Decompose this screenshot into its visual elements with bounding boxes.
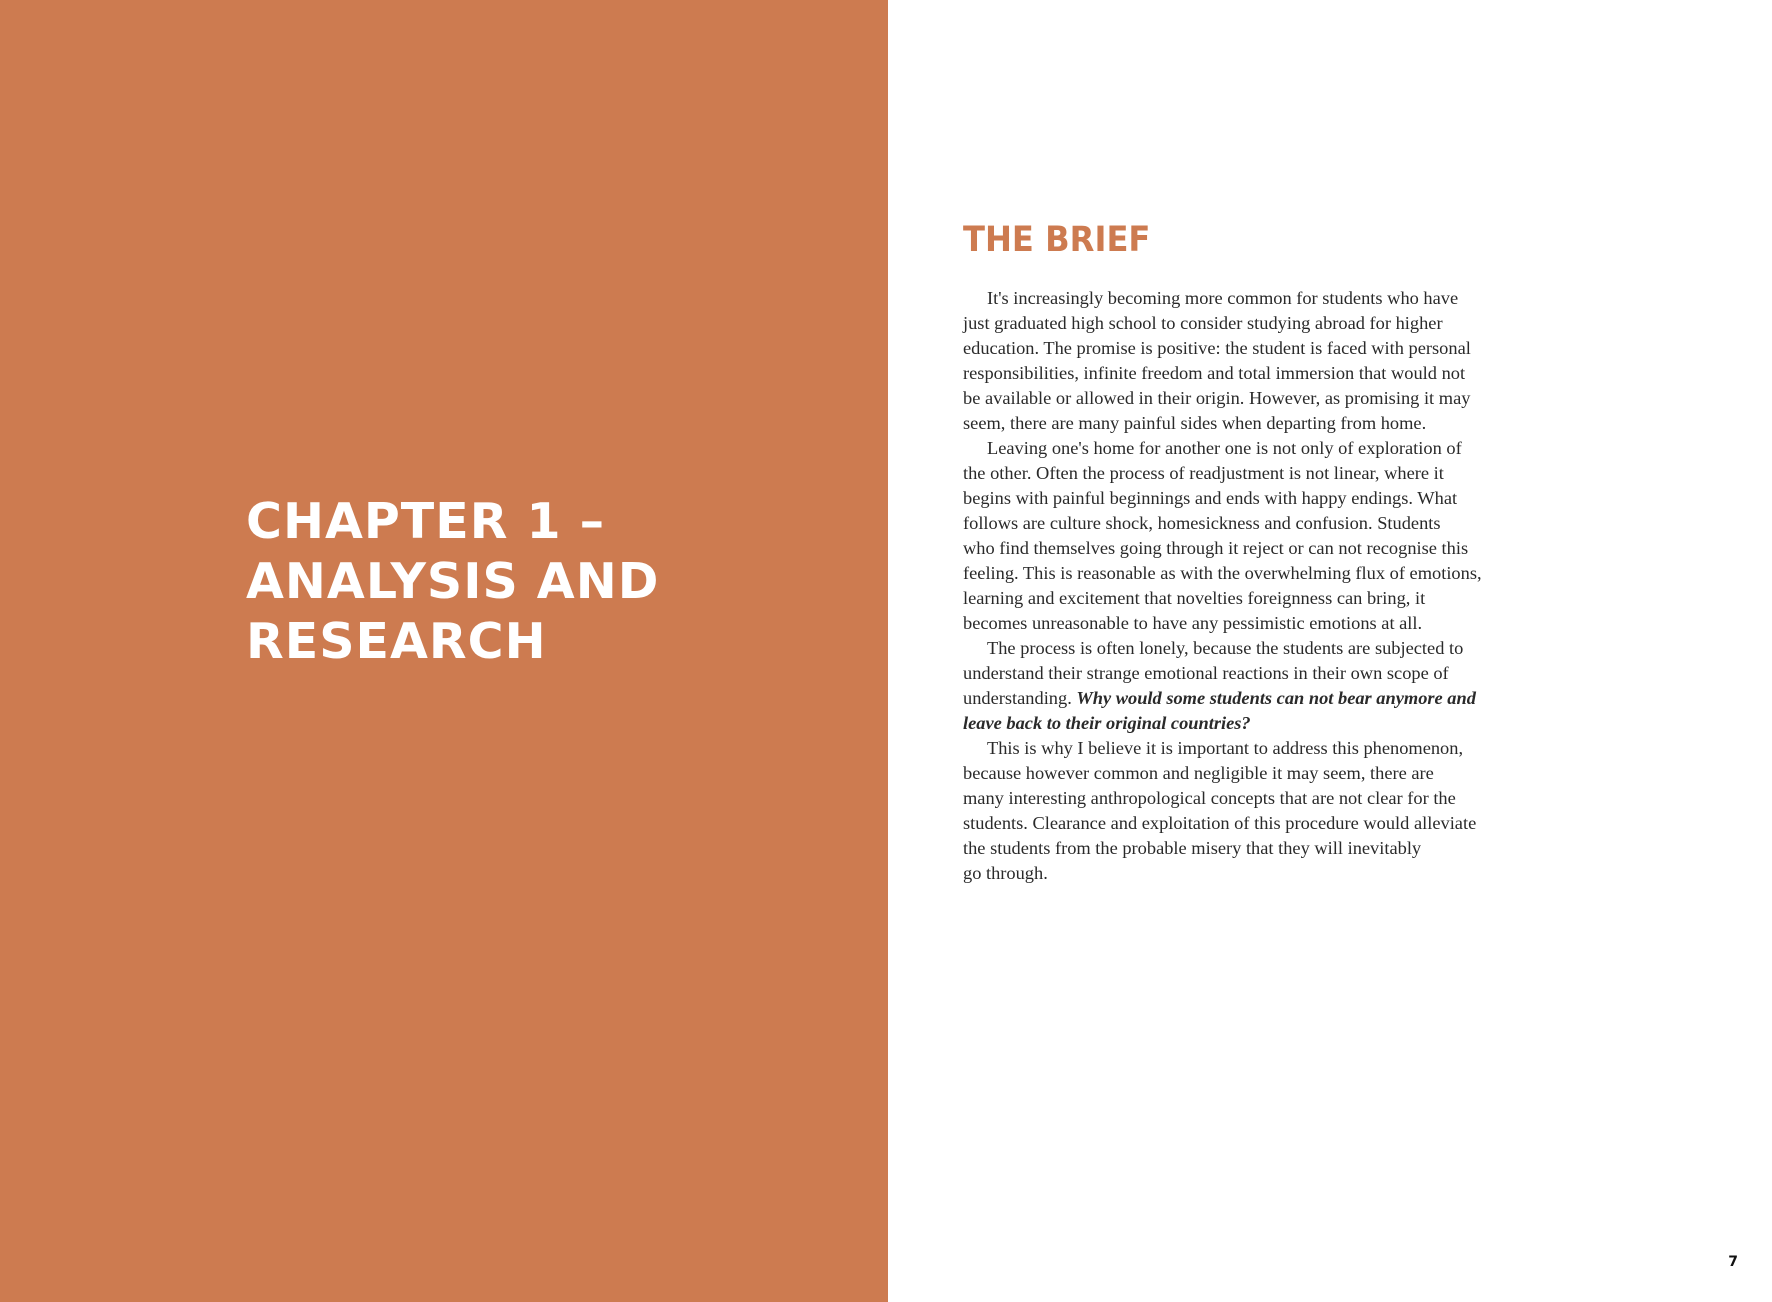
emphasized-question: Why would some students can not bear anymore and (1076, 688, 1476, 708)
paragraph-text: understanding. (963, 688, 1077, 708)
paragraph-line: the other. Often the process of readjustment is not linear, where it (963, 463, 1444, 483)
paragraph-line: feeling. This is reasonable as with the overwhelming flux of emotions, (963, 563, 1482, 583)
text-page (888, 0, 1772, 1302)
paragraph-line: becomes unreasonable to have any pessimistic emotions at all. (963, 613, 1423, 633)
paragraph-line: because however common and negligible it may seem, there are (963, 763, 1434, 783)
paragraph-line-mixed (963, 686, 1563, 711)
section-title: THE BRIEF (963, 220, 1151, 260)
paragraph-line: This is why I believe it is important to address this phenomenon, (987, 738, 1464, 758)
paragraph-line: many interesting anthropological concepts that are not clear for the (963, 788, 1456, 808)
body-text (963, 286, 1563, 886)
paragraph-line: education. The promise is positive: the student is faced with personal (963, 338, 1471, 358)
paragraph-line: It's increasingly becoming more common for students who have (987, 288, 1459, 308)
paragraph-line: who find themselves going through it reject or can not recognise this (963, 538, 1469, 558)
paragraph-line: follows are culture shock, homesickness and confusion. Students (963, 513, 1441, 533)
paragraph-line: responsibilities, infinite freedom and total immersion that would not (963, 363, 1466, 383)
paragraph-line: just graduated high school to consider studying abroad for higher (963, 313, 1443, 333)
page-number: 7 (1728, 1254, 1738, 1270)
paragraph-line: students. Clearance and exploitation of this procedure would alleviate (963, 813, 1477, 833)
paragraph-line: The process is often lonely, because the students are subjected to (987, 638, 1464, 658)
paragraph-line: understand their strange emotional reactions in their own scope of (963, 663, 1449, 683)
paragraph-line: Leaving one's home for another one is not only of exploration of (987, 438, 1462, 458)
paragraph-line: begins with painful beginnings and ends with happy endings. What (963, 488, 1458, 508)
paragraph-line: seem, there are many painful sides when departing from home. (963, 413, 1427, 433)
emphasized-question: leave back to their original countries? (963, 713, 1251, 733)
chapter-title-line: CHAPTER 1 – (246, 493, 606, 550)
paragraph-line: be available or allowed in their origin. However, as promising it may (963, 388, 1471, 408)
chapter-title-line: ANALYSIS AND (246, 553, 660, 610)
chapter-title-line: RESEARCH (246, 613, 547, 670)
paragraph-line: learning and excitement that novelties foreignness can bring, it (963, 588, 1426, 608)
paragraph-line: go through. (963, 863, 1048, 883)
paragraph-line: the students from the probable misery that they will inevitably (963, 838, 1422, 858)
chapter-title (246, 492, 806, 672)
